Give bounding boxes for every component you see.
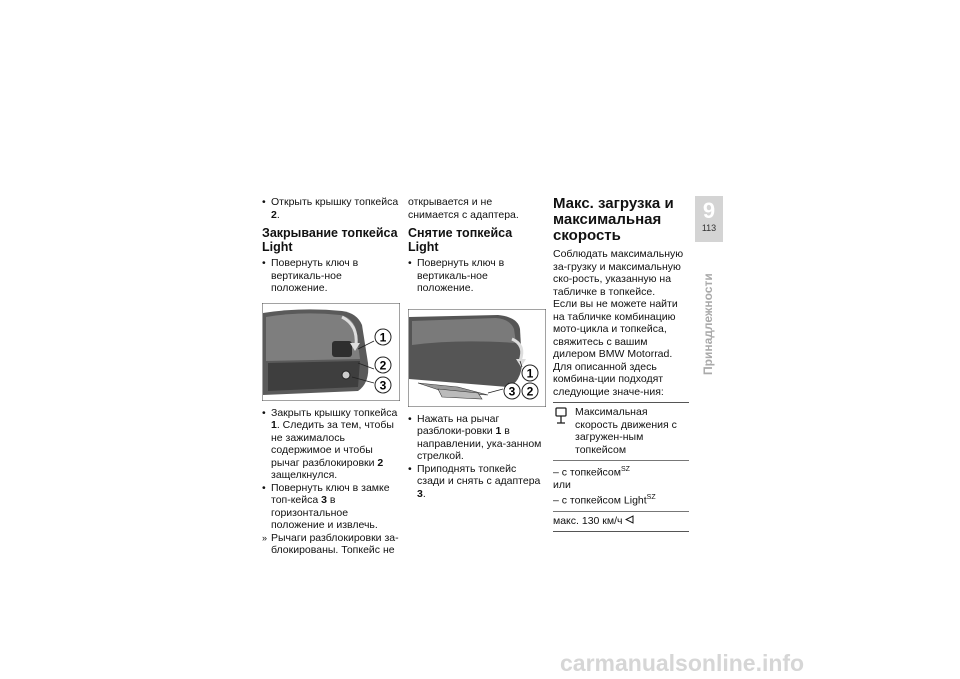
figure-topcase-removal: [408, 309, 546, 407]
callout-3: 3: [379, 378, 387, 392]
chapter-number: 9: [702, 198, 716, 223]
speed-info-box: [553, 402, 689, 532]
column-3: [553, 196, 689, 532]
callout-2: 2: [379, 358, 387, 372]
continuation-text: открывается и не снимается с адаптера.: [408, 196, 519, 221]
page-number: 113: [701, 223, 717, 233]
topcase-warning-icon: [553, 406, 575, 456]
heading-removal: Снятие топкейса Light: [408, 226, 513, 254]
column-2: [408, 196, 546, 500]
heading-closing: Закрывание топкейса Light: [262, 226, 398, 254]
heading-max-load-speed: Макс. загрузка и максимальная скорость: [553, 195, 674, 244]
step-turn-key-vertical-2: • Повернуть ключ в вертикаль-ное положение.: [408, 257, 546, 295]
callout-3: 3: [508, 384, 516, 398]
info-warning-row: [553, 403, 689, 461]
watermark: carmanualsonline.info: [560, 650, 805, 676]
callout-1: 1: [379, 330, 387, 344]
paragraph-contact-dealer: Если вы не можете найти на табличке комбинацию мото-цикла и топкейса, свяжитесь с вашим дилером BMW Motorrad. Для описанной здесь комбина-ции подходят следующие значе-ния:: [553, 298, 678, 398]
chapter-title: Принадлежности: [701, 273, 715, 375]
attention-triangle-icon: [625, 515, 634, 524]
callout-2: 2: [526, 384, 534, 398]
info-options-row: – с топкейсом$^{SZ}$ или – с топкейсом Light$^{SZ}$: [553, 461, 689, 512]
figure-topcase-closing: [262, 303, 400, 401]
info-speed-value-row: макс. 130 км/ч: [553, 512, 689, 532]
step-lock-key: • Повернуть ключ в замке топ-кейса 3 в горизонтальное положение и извлечь.: [262, 482, 400, 532]
chapter-thumb: [695, 196, 723, 242]
result-locked: » Рычаги разблокировки за-блокированы. Топкейс не: [262, 532, 400, 557]
info-warning-text: Максимальная скорость движения с загружен-ным топкейсом: [575, 406, 677, 456]
step-press-lever: • Нажать на рычаг разблоки-ровки 1 в направлении, ука-занном стрелкой.: [408, 413, 546, 463]
step-turn-key-vertical: • Повернуть ключ в вертикаль-ное положение.: [262, 257, 400, 295]
column-1: [262, 196, 400, 557]
step-open-lid: • Открыть крышку топкейса 2.: [262, 196, 400, 221]
step-close-lid: • Закрыть крышку топкейса 1. Следить за тем, чтобы не зажималось содержимое и чтобы рычаг разблокировки 2 защелкнулся.: [262, 407, 400, 482]
callout-1: 1: [526, 366, 534, 380]
step-lift-topcase: • Приподнять топкейс сзади и снять с адаптера 3.: [408, 463, 546, 501]
paragraph-observe-limits: Соблюдать максимальную за-грузку и максимальную ско-рость, указанную на табличке в топкейсе.: [553, 248, 684, 298]
